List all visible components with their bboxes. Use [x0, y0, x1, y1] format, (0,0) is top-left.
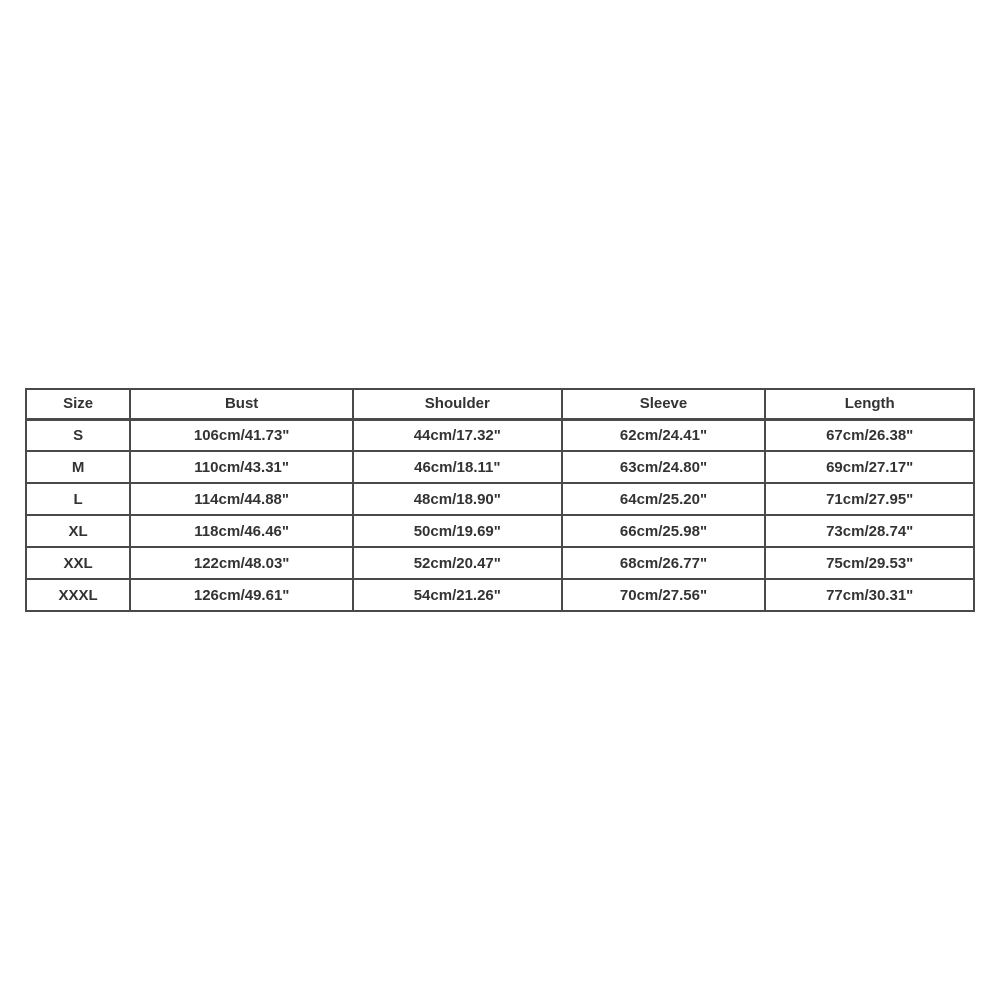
- header-row: [26, 389, 974, 419]
- size-cell: XL: [26, 515, 130, 547]
- column-header-bust: Bust: [130, 389, 353, 419]
- length-cell: 71cm/27.95": [765, 483, 974, 515]
- bust-cell: 118cm/46.46": [130, 515, 353, 547]
- column-header-size: Size: [26, 389, 130, 419]
- table-row-xxxl: [26, 579, 974, 611]
- size-chart-body: [26, 419, 974, 611]
- sleeve-cell: 63cm/24.80": [562, 451, 766, 483]
- shoulder-cell: 50cm/19.69": [353, 515, 562, 547]
- length-cell: 73cm/28.74": [765, 515, 974, 547]
- sleeve-cell: 64cm/25.20": [562, 483, 766, 515]
- table-row-m: [26, 451, 974, 483]
- size-chart-table: [25, 388, 975, 612]
- table-row-xxl: [26, 547, 974, 579]
- table-row-xl: [26, 515, 974, 547]
- length-cell: 67cm/26.38": [765, 419, 974, 451]
- bust-cell: 110cm/43.31": [130, 451, 353, 483]
- length-cell: 69cm/27.17": [765, 451, 974, 483]
- sleeve-cell: 66cm/25.98": [562, 515, 766, 547]
- bust-cell: 114cm/44.88": [130, 483, 353, 515]
- column-header-length: Length: [765, 389, 974, 419]
- bust-cell: 106cm/41.73": [130, 419, 353, 451]
- length-cell: 77cm/30.31": [765, 579, 974, 611]
- bust-cell: 126cm/49.61": [130, 579, 353, 611]
- sleeve-cell: 68cm/26.77": [562, 547, 766, 579]
- sleeve-cell: 70cm/27.56": [562, 579, 766, 611]
- length-cell: 75cm/29.53": [765, 547, 974, 579]
- shoulder-cell: 48cm/18.90": [353, 483, 562, 515]
- shoulder-cell: 52cm/20.47": [353, 547, 562, 579]
- column-header-shoulder: Shoulder: [353, 389, 562, 419]
- shoulder-cell: 54cm/21.26": [353, 579, 562, 611]
- size-cell: XXL: [26, 547, 130, 579]
- sleeve-cell: 62cm/24.41": [562, 419, 766, 451]
- bust-cell: 122cm/48.03": [130, 547, 353, 579]
- size-cell: XXXL: [26, 579, 130, 611]
- size-cell: M: [26, 451, 130, 483]
- table-row-s: [26, 419, 974, 451]
- size-chart-header: [26, 389, 974, 419]
- column-header-sleeve: Sleeve: [562, 389, 766, 419]
- table-row-l: [26, 483, 974, 515]
- size-cell: S: [26, 419, 130, 451]
- size-cell: L: [26, 483, 130, 515]
- shoulder-cell: 46cm/18.11": [353, 451, 562, 483]
- shoulder-cell: 44cm/17.32": [353, 419, 562, 451]
